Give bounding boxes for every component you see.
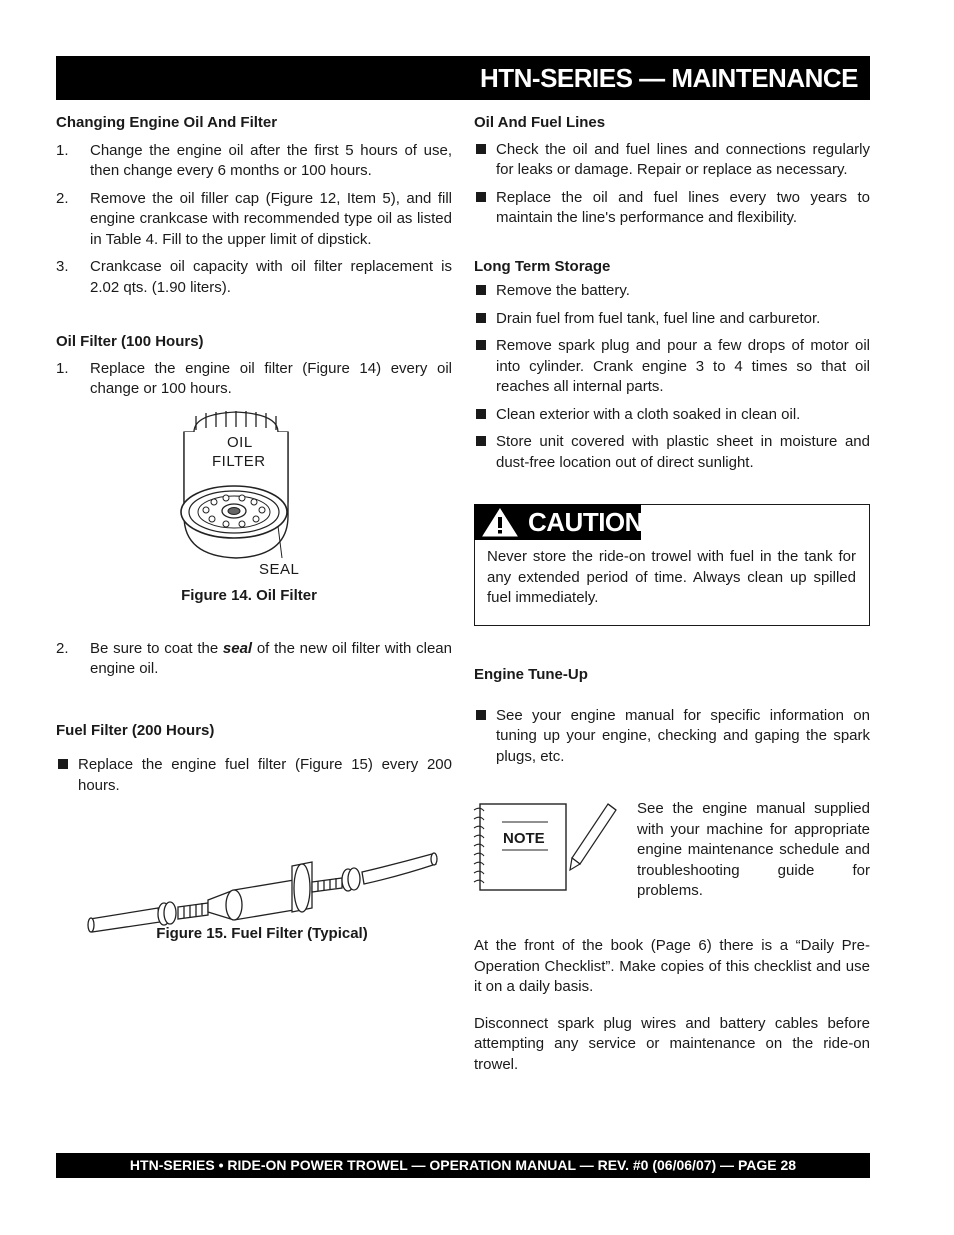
bullet-square bbox=[474, 706, 496, 768]
bullet-square bbox=[474, 140, 496, 181]
oil-filter-figure bbox=[56, 406, 452, 606]
bottom-paragraphs bbox=[474, 936, 870, 1075]
list-item bbox=[474, 706, 870, 768]
figure-14-caption: Figure 14. Oil Filter bbox=[181, 586, 317, 604]
item-text: Replace the engine oil filter (Figure 14) every oil change or 100 hours. bbox=[90, 359, 452, 397]
item-text: Check the oil and fuel lines and connections regularly for leaks or damage. Repair or replace as necessary. bbox=[496, 140, 870, 178]
figure-15-caption: Figure 15. Fuel Filter (Typical) bbox=[156, 925, 368, 942]
list-item bbox=[474, 336, 870, 398]
bullet-square bbox=[474, 281, 496, 302]
item-text: Store unit covered with plastic sheet in moisture and dust-free location out of direct sunlight. bbox=[496, 433, 870, 471]
caution-banner bbox=[474, 504, 641, 540]
oil-change-list bbox=[56, 141, 452, 299]
oil-filter-heading: Oil Filter (100 Hours) bbox=[56, 333, 204, 350]
oil-label: OIL bbox=[227, 433, 253, 451]
item-text: Remove spark plug and pour a few drops of motor oil into cylinder. Crank engine 3 to 4 times so that oil reaches all internal parts. bbox=[496, 337, 870, 395]
item-text: Crankcase oil capacity with oil filter replacement is 2.02 qts. (1.90 liters). bbox=[90, 258, 452, 296]
right-column bbox=[474, 113, 870, 473]
seal-emphasis: seal bbox=[222, 639, 253, 657]
fuel-filter-figure bbox=[56, 804, 452, 964]
list-item bbox=[56, 359, 452, 400]
page-header bbox=[56, 56, 870, 100]
caution-box bbox=[474, 504, 870, 626]
bullet-square bbox=[56, 755, 78, 796]
storage-heading: Long Term Storage bbox=[474, 257, 611, 275]
page-footer bbox=[56, 1153, 870, 1178]
item-number: 2. bbox=[56, 639, 69, 657]
filter-label: FILTER bbox=[212, 452, 266, 470]
list-item bbox=[56, 639, 452, 680]
bullet-square bbox=[474, 336, 496, 398]
left-column bbox=[56, 113, 452, 964]
item-number: 3. bbox=[56, 258, 69, 275]
checklist-paragraph: At the front of the book (Page 6) there is a “Daily Pre-Operation Checklist”. Make copies of this checklist and use it on a daily basis. bbox=[474, 937, 870, 995]
bullet-square bbox=[474, 405, 496, 426]
item-text: Remove the oil filler cap (Figure 12, Item 5), and fill engine crankcase with recommended type oil as listed in Table 4. Fill to the upper limit of dipstick. bbox=[90, 189, 452, 248]
item-text: Remove the battery. bbox=[496, 282, 630, 299]
list-item bbox=[56, 755, 452, 796]
footer-text: HTN-SERIES • RIDE-ON POWER TROWEL — OPERATION MANUAL — REV. #0 (06/06/07) — PAGE 28 bbox=[129, 1157, 797, 1173]
note-notebook-icon bbox=[470, 798, 620, 894]
item-number: 1. bbox=[56, 359, 69, 377]
bullet-square bbox=[474, 309, 496, 330]
oil-filter-illustration bbox=[56, 406, 452, 606]
note-text: See the engine manual supplied with your machine for appropriate engine maintenance schedule and troubleshooting guide for problems. bbox=[637, 800, 870, 899]
item-text: Replace the engine fuel filter (Figure 15) every 200 hours. bbox=[78, 756, 452, 794]
list-item bbox=[56, 189, 452, 251]
list-item bbox=[474, 432, 870, 473]
disconnect-paragraph: Disconnect spark plug wires and battery cables before attempting any service or maintenance on the ride-on trowel. bbox=[474, 1014, 870, 1073]
list-item bbox=[474, 188, 870, 229]
warning-triangle-icon bbox=[480, 505, 520, 539]
item-text bbox=[90, 639, 452, 680]
list-item bbox=[56, 141, 452, 182]
tune-up-heading: Engine Tune-Up bbox=[474, 666, 588, 683]
list-item bbox=[474, 140, 870, 181]
bullet-square bbox=[474, 188, 496, 229]
tune-up-section bbox=[474, 665, 870, 767]
list-item bbox=[474, 281, 870, 302]
list-item bbox=[474, 405, 870, 426]
item-text-pre: Be sure to coat the bbox=[90, 639, 223, 657]
fuel-filter-heading: Fuel Filter (200 Hours) bbox=[56, 721, 215, 739]
lines-heading: Oil And Fuel Lines bbox=[474, 114, 606, 131]
bullet-square bbox=[474, 432, 496, 473]
page-title: HTN-SERIES — MAINTENANCE bbox=[479, 63, 858, 93]
item-text: Change the engine oil after the first 5 hours of use, then change every 6 months or 100 hours. bbox=[90, 141, 452, 179]
list-item bbox=[56, 257, 452, 298]
caution-text: Never store the ride-on trowel with fuel in the tank for any extended period of time. Always clean up spilled fuel immediately. bbox=[487, 548, 856, 606]
item-text-post: of the new oil filter with clean engine oil. bbox=[90, 639, 452, 677]
fuel-filter-illustration bbox=[56, 804, 452, 934]
item-text: Replace the oil and fuel lines every two years to maintain the line's performance and flexibility. bbox=[496, 188, 870, 226]
item-text: Drain fuel from fuel tank, fuel line and carburetor. bbox=[496, 309, 821, 327]
item-text: See your engine manual for specific information on tuning up your engine, checking and gaping the spark plugs, etc. bbox=[496, 706, 870, 765]
note-label: NOTE bbox=[503, 830, 545, 847]
oil-change-heading: Changing Engine Oil And Filter bbox=[56, 114, 278, 131]
item-text: Clean exterior with a cloth soaked in clean oil. bbox=[496, 405, 801, 423]
caution-label: CAUTION bbox=[528, 507, 643, 537]
seal-label: SEAL bbox=[259, 560, 300, 578]
item-number: 2. bbox=[56, 189, 69, 207]
item-number: 1. bbox=[56, 141, 69, 159]
list-item bbox=[474, 309, 870, 330]
